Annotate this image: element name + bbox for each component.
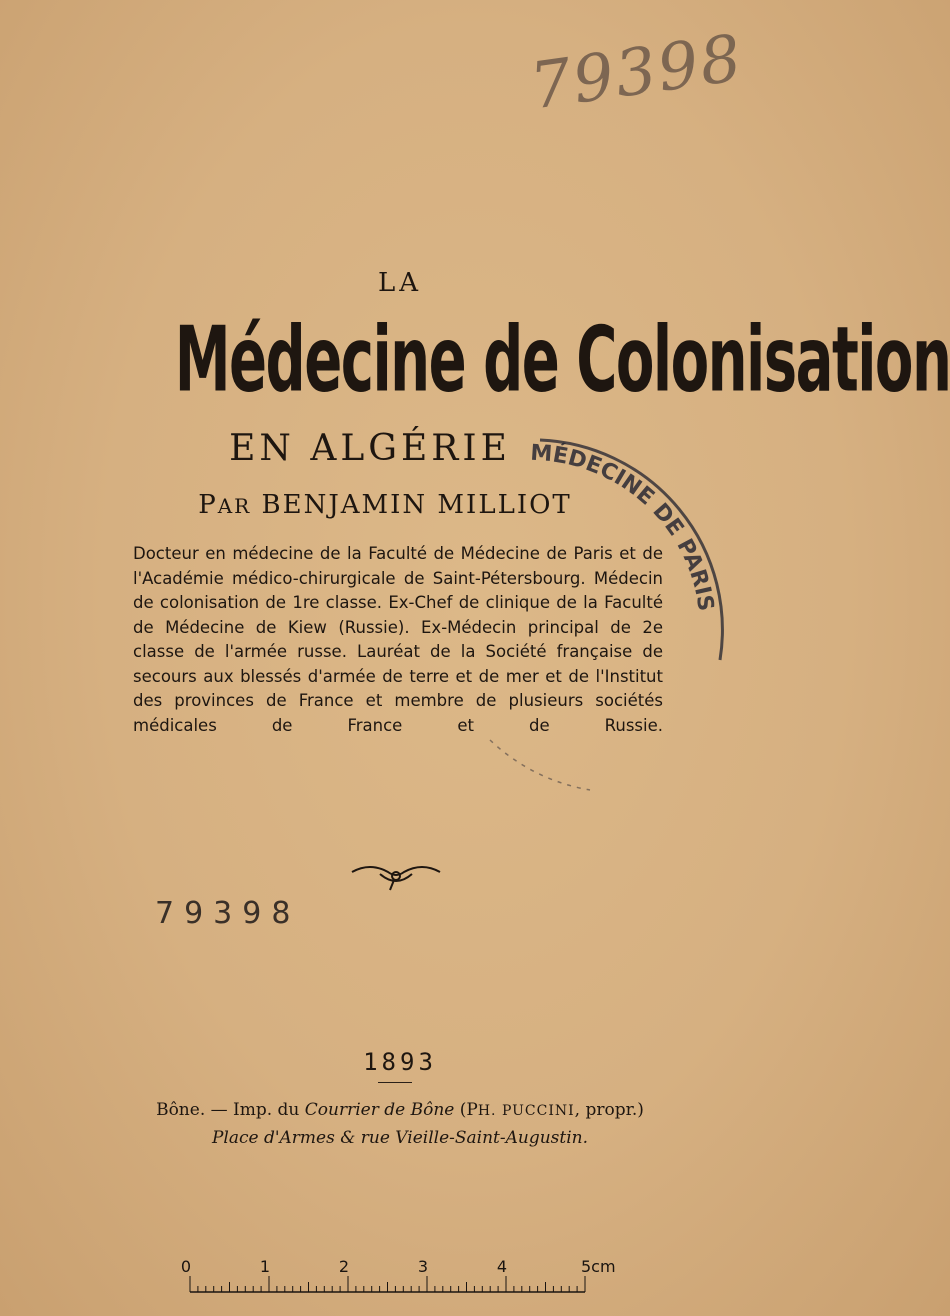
scale-label-2: 2 — [338, 1257, 350, 1276]
author-name: BENJAMIN MILLIOT — [261, 490, 572, 520]
imprint-journal: Courrier de Bône — [304, 1100, 455, 1120]
imprint-printer-close: , propr.) — [574, 1100, 644, 1120]
divider — [378, 1082, 412, 1083]
stamp-text: MÉDECINE DE PARIS — [529, 440, 719, 613]
scale-label-5: 5cm — [581, 1257, 616, 1276]
scale-label-3: 3 — [417, 1257, 429, 1276]
credentials-text: Docteur en médecine de la Faculté de Médecine de Paris et de l'Académie médico-chirurgicale de Saint-Pétersbourg. Médecin de colonisation de 1re classe. Ex-Chef de clinique de la Faculté de Médecine de Kiew (Russie). Ex-Médecin principal de 2e classe de l'armée russe. Lauréat de la Société française de secours aux blessés d'armée de terre et de mer et de l'Institut des provinces de France et membre de plusieurs sociétés médicales de France et de Russie. — [133, 544, 663, 735]
ornament-icon — [350, 858, 442, 894]
imprint-line — [0, 1100, 800, 1120]
author-prefix-rest: AR — [217, 494, 252, 518]
svg-text:MÉDECINE DE PARIS — [530, 441, 718, 613]
title-article: LA — [377, 268, 423, 298]
scale-bar — [180, 1256, 616, 1306]
scale-ticks — [190, 1276, 585, 1292]
library-stamp — [470, 410, 730, 810]
imprint-place: Bône. — Imp. du — [156, 1100, 300, 1120]
imprint-printer-open: (P — [459, 1100, 478, 1120]
author-prefix-initial: P — [198, 490, 218, 520]
scale-label-4: 4 — [496, 1257, 508, 1276]
publication-year: 1893 — [363, 1048, 437, 1076]
stamped-catalog-number: 79398 — [155, 896, 301, 931]
handwritten-catalog-number: 79398 — [525, 21, 748, 125]
scale-label-1: 1 — [259, 1257, 271, 1276]
main-title: Médecine de Colonisation — [174, 306, 950, 412]
imprint-address: Place d'Armes & rue Vieille-Saint-Augustin. — [211, 1128, 589, 1148]
imprint-printer: H. PUCCINI — [477, 1103, 575, 1119]
scale-label-0: 0 — [180, 1257, 192, 1276]
subtitle: EN ALGÉRIE — [229, 428, 511, 469]
